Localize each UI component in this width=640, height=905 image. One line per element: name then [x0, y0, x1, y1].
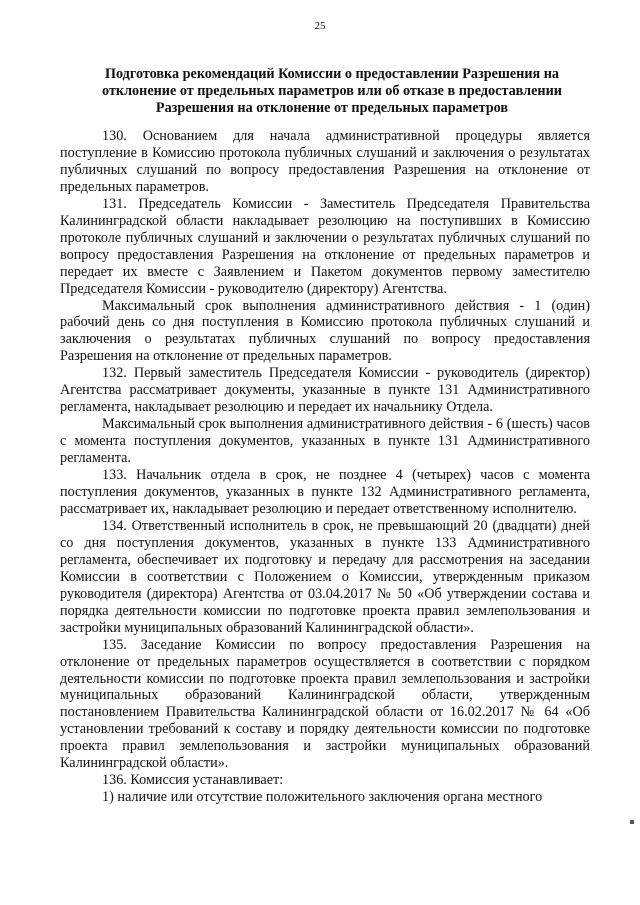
paragraph-132: 132. Первый заместитель Председателя Комиссии - руководитель (директор) Агентства рассматривает документы, указанные в пункте 131 Административного регламента, накладывает резолюцию и передает их начальнику Отдела. [60, 365, 590, 416]
paragraph-136-item-1: 1) наличие или отсутствие положительного заключения органа местного [102, 789, 543, 806]
paragraph-131: 131. Председатель Комиссии - Заместитель Председателя Правительства Калининградской области накладывает резолюцию на поступивших в Комиссию протоколе публичных слушаний и заключении о результатах публичных слушаний по вопросу предоставления Разрешения на отклонение от предельных параметров и передает их вместе с Заявлением и Пакетом документов первому заместителю Председателя Комиссии - руководителю (директору) Агентства. [60, 195, 590, 297]
scan-margin-mark [630, 820, 634, 824]
page-number: 25 [314, 20, 326, 32]
paragraph-130: 130. Основанием для начала административной процедуры является поступление в Комиссию протокола публичных слушаний и заключения о результатах публичных слушаний по вопросу предоставления Разрешения на отклонение от предельных параметров. [60, 128, 590, 195]
paragraph-136: 136. Комиссия устанавливает: [102, 772, 284, 789]
paragraph-132-deadline: Максимальный срок выполнения административного действия - 6 (шесть) часов с момента поступления документов, указанных в пункте 131 Административного регламента. [60, 416, 590, 467]
section-heading: Подготовка рекомендаций Комиссии о предоставлении Разрешения на отклонение от предельных параметров или об отказе в предоставлении Разрешения на отклонение от предельных параметров [102, 66, 562, 116]
paragraph-134: 134. Ответственный исполнитель в срок, не превышающий 20 (двадцати) дней со дня поступления документов, указанных в пункте 133 Административного регламента, обеспечивает их подготовку и передачу для рассмотрения на заседании Комиссии в соответствии с Положением о Комиссии, утвержденным приказом руководителя (директора) Агентства от 03.04.2017 № 50 «Об утверждении состава и порядка деятельности комиссии по подготовке проекта правил землепользования и застройки муниципальных образований Калининградской области». [60, 517, 590, 636]
paragraph-135: 135. Заседание Комиссии по вопросу предоставления Разрешения на отклонение от предельных параметров осуществляется в соответствии с порядком деятельности комиссии по подготовке проекта правил землепользования и застройки муниципальных образований Калининградской области, утвержденным постановлением Правительства Калининградской области от 16.02.2017 № 64 «Об установлении требований к составу и порядку деятельности комиссии по подготовке проекта правил землепользования и застройки муниципальных образований Калининградской области». [60, 636, 590, 772]
paragraph-131-deadline: Максимальный срок выполнения административного действия - 1 (один) рабочий день со дня поступления в Комиссию протокола публичных слушаний и заключения о результатах публичных слушаний по вопросу предоставления Разрешения на отклонение от предельных параметров. [60, 297, 590, 365]
paragraph-133: 133. Начальник отдела в срок, не позднее 4 (четырех) часов с момента поступления документов, указанных в пункте 132 Административного регламента, рассматривает их, накладывает резолюцию и передает ответственному исполнителю. [60, 467, 590, 517]
document-body [60, 128, 590, 806]
